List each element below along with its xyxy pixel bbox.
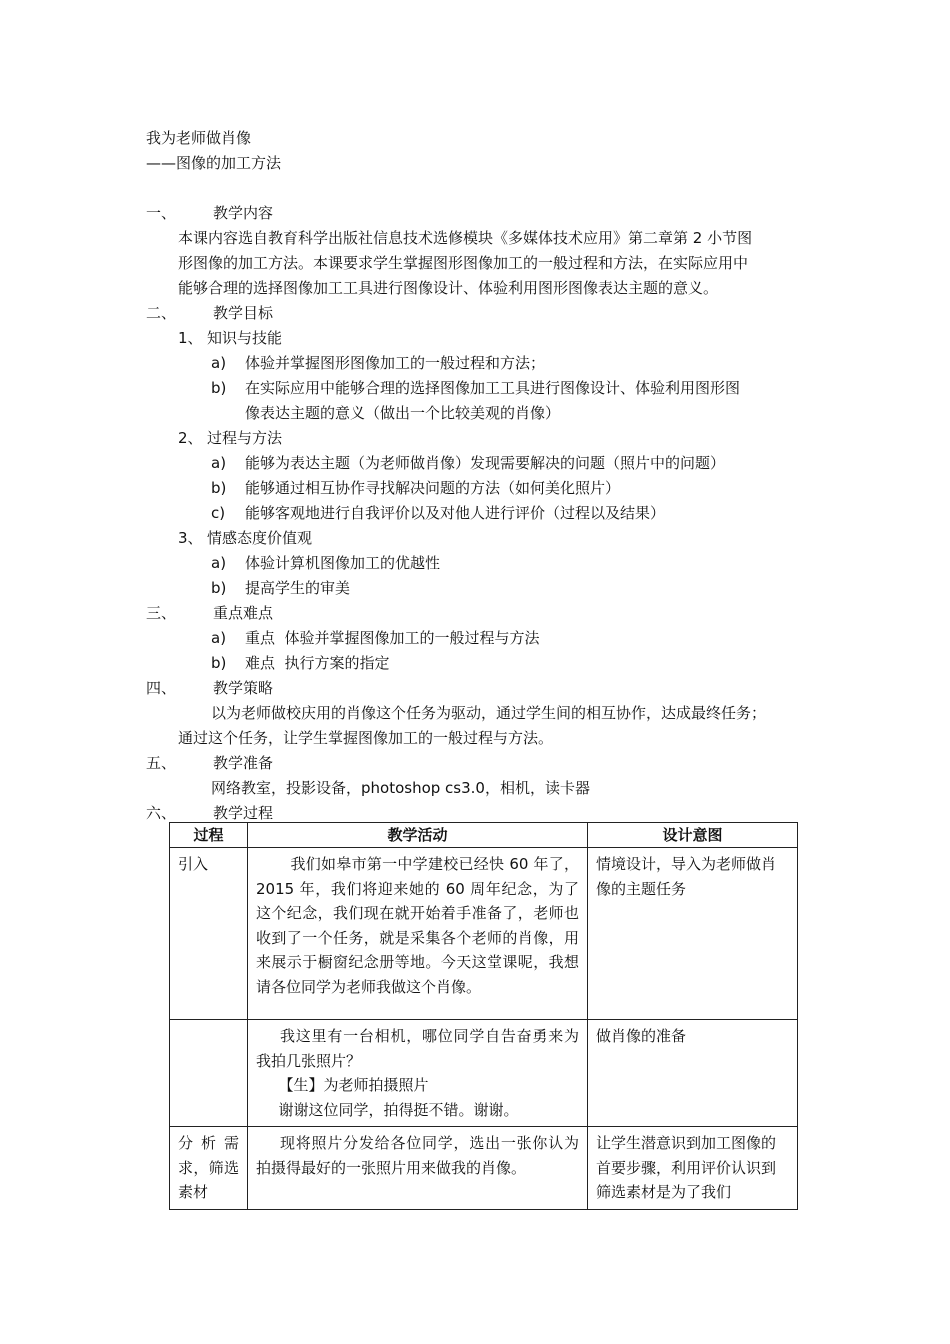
table-row [170, 848, 798, 1020]
activity-paragraph: 我们如皋市第一中学建校已经快 60 年了，2015 年，我们将迎来她的 60 周年纪念，为了这个纪念，我们现在就开始着手准备了，老师也收到了一个任务，就是采集各个老师的肖像，用来展示于橱窗纪念册等地。今天这堂课呢，我想请各位同学为老师我做这个肖像。 [256, 855, 579, 996]
stage-cell [170, 1020, 248, 1127]
table-row [170, 1127, 798, 1210]
activity-cell [248, 1020, 588, 1127]
table-header-row [170, 823, 798, 848]
stage-cell: 引入 [170, 848, 248, 1020]
section-4-number: 四、 [146, 679, 177, 697]
list-marker: a) [211, 454, 227, 472]
list-item-text: 提高学生的审美 [245, 579, 351, 597]
intent-cell: 做肖像的准备 [588, 1020, 798, 1127]
section-6-number: 六、 [146, 804, 177, 822]
list-marker: a) [211, 354, 227, 372]
section-4-title: 教学策略 [213, 679, 274, 697]
intent-cell: 情境设计，导入为老师做肖像的主题任务 [588, 848, 798, 1020]
list-marker: b) [211, 379, 227, 397]
section-1-body-line: 能够合理的选择图像加工工具进行图像设计、体验利用图形图像表达主题的意义。 [178, 279, 719, 297]
list-marker: b) [211, 654, 227, 672]
activity-cell [248, 1127, 588, 1210]
goal-2-number: 2、 [178, 429, 203, 447]
process-table [169, 822, 798, 1210]
activity-cell [248, 848, 588, 1020]
section-3-title: 重点难点 [213, 604, 274, 622]
section-2-title: 教学目标 [213, 304, 274, 322]
section-1-number: 一、 [146, 204, 177, 222]
list-marker: a) [211, 554, 227, 572]
list-item-text: 重点 体验并掌握图像加工的一般过程与方法 [245, 629, 540, 647]
section-4-body-line: 通过这个任务，让学生掌握图像加工的一般过程与方法。 [178, 729, 554, 747]
list-marker: c) [211, 504, 226, 522]
doc-subtitle: ——图像的加工方法 [146, 154, 282, 172]
activity-paragraph: 【生】为老师拍摄照片 [278, 1076, 429, 1094]
list-marker: b) [211, 479, 227, 497]
section-2-number: 二、 [146, 304, 177, 322]
intent-cell: 让学生潜意识到加工图像的首要步骤，利用评价认识到筛选素材是为了我们 [588, 1127, 798, 1210]
section-1-body-line: 本课内容选自教育科学出版社信息技术选修模块《多媒体技术应用》第二章第 2 小节图 [178, 229, 753, 247]
list-item-text: 能够通过相互协作寻找解决问题的方法（如何美化照片） [245, 479, 621, 497]
list-item-text-cont: 像表达主题的意义（做出一个比较美观的肖像） [245, 404, 561, 422]
section-5-body: 网络教室，投影设备，photoshop cs3.0，相机，读卡器 [211, 779, 590, 797]
goal-1-number: 1、 [178, 329, 203, 347]
activity-paragraph: 我这里有一台相机，哪位同学自告奋勇来为我拍几张照片？ [256, 1027, 579, 1070]
section-5-number: 五、 [146, 754, 177, 772]
column-header: 设计意图 [588, 823, 798, 848]
list-marker: a) [211, 629, 227, 647]
list-item-text: 能够客观地进行自我评价以及对他人进行评价（过程以及结果） [245, 504, 666, 522]
goal-1-title: 知识与技能 [207, 329, 283, 347]
section-6-title: 教学过程 [213, 804, 274, 822]
doc-title: 我为老师做肖像 [146, 129, 252, 147]
stage-cell: 分析需求，筛选素材 [170, 1127, 248, 1210]
table-row [170, 1020, 798, 1127]
goal-3-title: 情感态度价值观 [207, 529, 313, 547]
column-header: 过程 [170, 823, 248, 848]
list-marker: b) [211, 579, 227, 597]
list-item-text: 体验计算机图像加工的优越性 [245, 554, 441, 572]
section-1-title: 教学内容 [213, 204, 274, 222]
section-4-body-line: 以为老师做校庆用的肖像这个任务为驱动，通过学生间的相互协作，达成最终任务； [211, 704, 767, 722]
section-1-body-line: 形图像的加工方法。本课要求学生掌握图形图像加工的一般过程和方法，在实际应用中 [178, 254, 749, 272]
column-header: 教学活动 [248, 823, 588, 848]
activity-paragraph: 谢谢这位同学，拍得挺不错。谢谢。 [278, 1100, 519, 1119]
list-item-text: 难点 执行方案的指定 [245, 654, 390, 672]
section-3-number: 三、 [146, 604, 177, 622]
section-5-title: 教学准备 [213, 754, 274, 772]
goal-2-title: 过程与方法 [207, 429, 283, 447]
activity-paragraph: 现将照片分发给各位同学，选出一张你认为拍摄得最好的一张照片用来做我的肖像。 [256, 1134, 579, 1177]
goal-3-number: 3、 [178, 529, 203, 547]
list-item-text: 在实际应用中能够合理的选择图像加工工具进行图像设计、体验利用图形图 [245, 379, 741, 397]
list-item-text: 体验并掌握图形图像加工的一般过程和方法； [245, 354, 546, 372]
list-item-text: 能够为表达主题（为老师做肖像）发现需要解决的问题（照片中的问题） [245, 454, 726, 472]
